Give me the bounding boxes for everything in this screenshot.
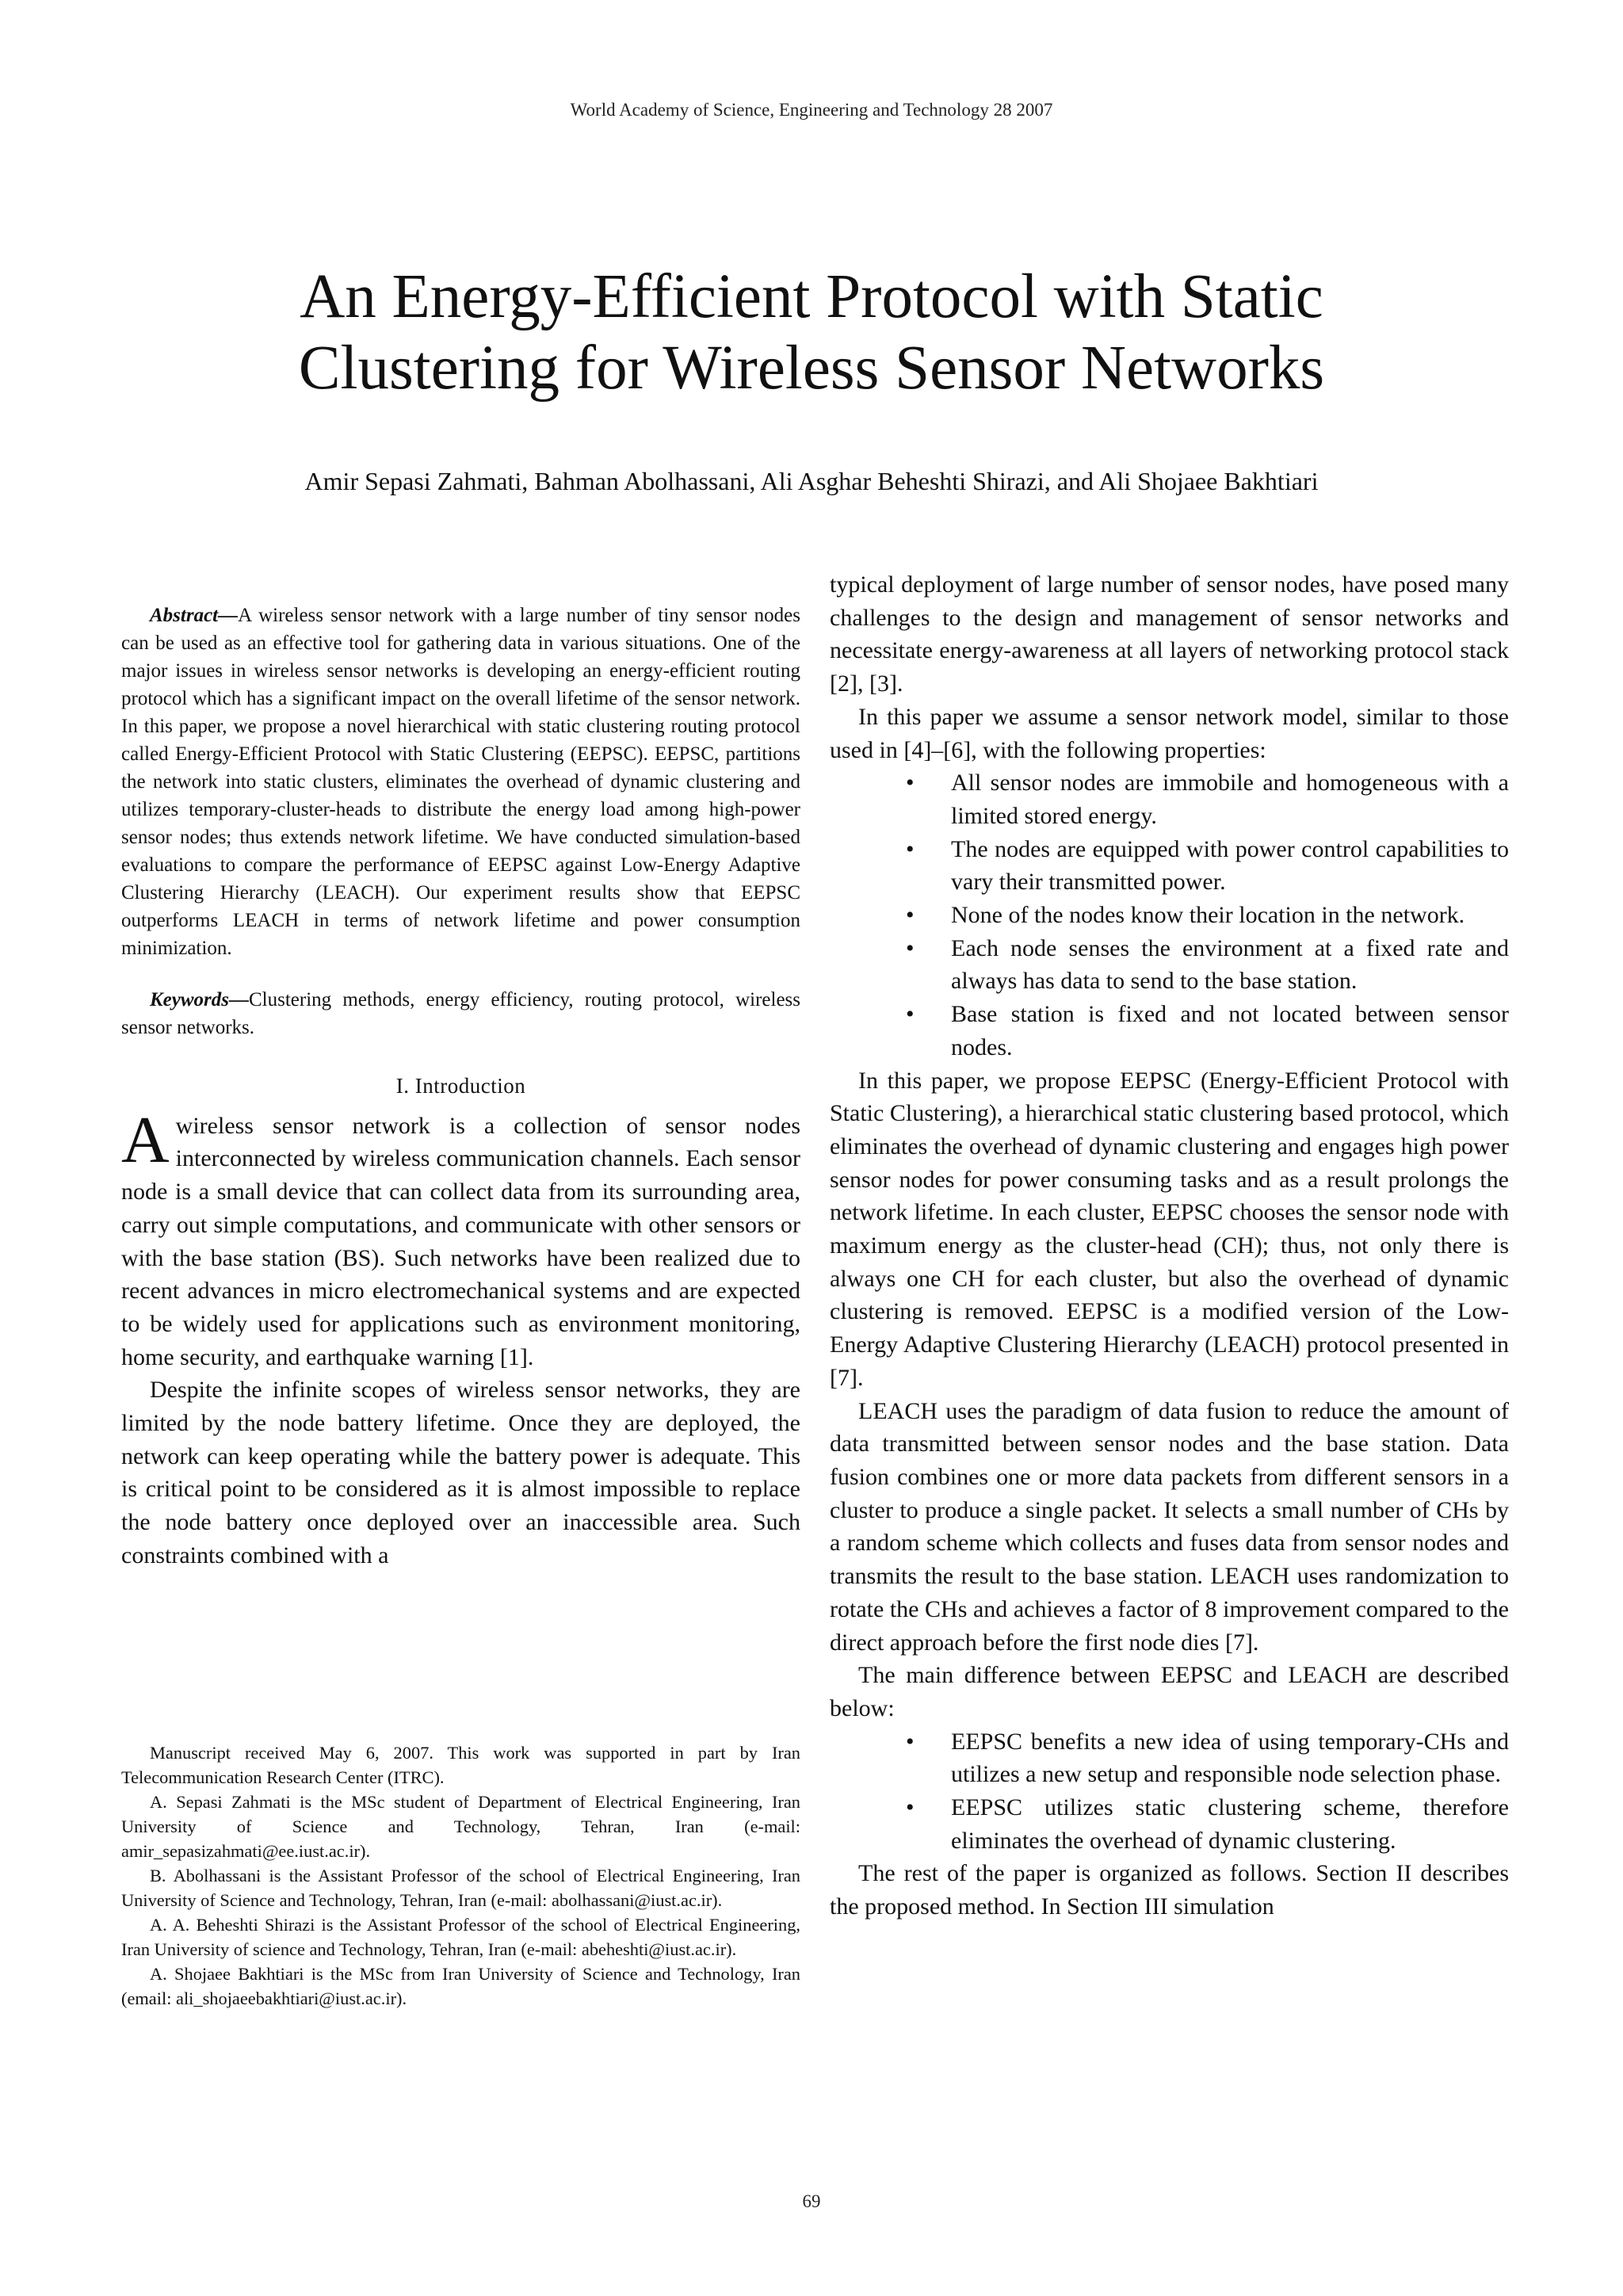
bullet-icon: • [906,1794,915,1821]
list-item: • None of the nodes know their location in the network. [951,899,1509,932]
list-item: • Base station is fixed and not located between sensor nodes. [951,998,1509,1064]
body-paragraph: The rest of the paper is organized as follows. Section II describes the proposed method. In Section III simulation [830,1860,1509,1920]
paper-title [0,262,1623,404]
bullet-icon: • [906,770,915,797]
list-item: • Each node senses the environment at a fixed rate and always has data to send to the base station. [951,932,1509,998]
abstract-label: Abstract— [150,605,239,626]
body-paragraph: typical deployment of large number of sensor nodes, have posed many challenges to the design and management of sensor networks and necessitate energy-awareness at all layers of networking protocol stack [2], [3]. [830,571,1509,697]
difference-list [830,1725,1509,1858]
title-line-1: An Energy-Efficient Protocol with Static [300,262,1323,331]
list-item: • All sensor nodes are immobile and homogeneous with a limited stored energy. [951,766,1509,832]
abstract-text: A wireless sensor network with a large number of tiny sensor nodes can be used as an effective tool for gathering data in various situations. One of the major issues in wireless sensor networks is developing an energy-efficient routing protocol which has a significant impact on the overall lifetime of the sensor network. In this paper, we propose a novel hierarchical with static clustering routing protocol called Energy-Efficient Protocol with Static Clustering (EEPSC). EEPSC, partitions the network into static clusters, eliminates the overhead of dynamic clustering and utilizes temporary-cluster-heads to distribute the energy load among high-power sensor nodes; thus extends network lifetime. We have conducted simulation-based evaluations to compare the performance of EEPSC against Low-Energy Adaptive Clustering Hierarchy (LEACH). Our experiment results show that EEPSC outperforms LEACH in terms of network lifetime and power consumption minimization. [121,605,800,959]
body-paragraph: In this paper we assume a sensor network model, similar to those used in [4]–[6], with the following properties: [830,703,1509,763]
keywords-text: Clustering methods, energy efficiency, routing protocol, wireless sensor networks. [121,989,800,1038]
drop-cap: A [121,1102,170,1177]
intro-paragraph-2: Despite the infinite scopes of wireless sensor networks, they are limited by the node battery lifetime. Once they are deployed, the network can keep operating while the battery power is adequate. This is critical point to be considered as it is almost impossible to replace the node battery once deployed over an inaccessible area. Such constraints combined with a [121,1377,800,1568]
author-list: Amir Sepasi Zahmati, Bahman Abolhassani, Ali Asghar Beheshti Shirazi, and Ali Shojaee Bakhtiari [304,467,1319,495]
running-head: World Academy of Science, Engineering and Technology 28 2007 [570,100,1053,120]
section-heading-introduction: I. Introduction [395,1074,526,1098]
footnote-item: A. Shojaee Bakhtiari is the MSc from Iran University of Science and Technology, Iran (email: ali_shojaeebakhtiari@iust.ac.ir). [121,1964,800,2008]
footnotes [121,1740,800,2011]
keywords [121,986,800,1041]
keywords-label: Keywords— [150,989,249,1010]
bullet-icon: • [906,1001,915,1028]
bullet-icon: • [906,1728,915,1755]
list-item: • EEPSC benefits a new idea of using temporary-CHs and utilizes a new setup and responsible node selection phase. [951,1725,1509,1791]
property-list [830,766,1509,1064]
list-item: • EEPSC utilizes static clustering scheme, therefore eliminates the overhead of dynamic clustering. [951,1791,1509,1857]
footnote-item: Manuscript received May 6, 2007. This work was supported in part by Iran Telecommunication Research Center (ITRC). [121,1743,800,1787]
list-item: • The nodes are equipped with power control capabilities to vary their transmitted power. [951,833,1509,899]
footnote-item: B. Abolhassani is the Assistant Professor of the school of Electrical Engineering, Iran University of Science and Technology, Tehran, Iran (e-mail: abolhassani@iust.ac.ir). [121,1866,800,1910]
bullet-icon: • [906,934,915,961]
abstract [121,602,800,962]
footnote-item: A. Sepasi Zahmati is the MSc student of Department of Electrical Engineering, Iran University of Science and Technology, Tehran, Iran (e-mail: amir_sepasizahmati@ee.iust.ac.ir). [121,1792,800,1861]
right-column [830,568,1509,1924]
left-column [121,564,800,1572]
page-number: 69 [802,2191,821,2211]
intro-paragraph-1-text: wireless sensor network is a collection of sensor nodes interconnected by wireless communication channels. Each sensor node is a small device that can collect data from its surrounding area, carry out simple computations, and communicate with other sensors or with the base station (BS). Such networks have been realized due to recent advances in micro electromechanical systems and are expected to be widely used for applications such as environment monitoring, home security, and earthquake warning [1]. [121,1112,800,1370]
bullet-icon: • [906,902,915,929]
body-paragraph: In this paper, we propose EEPSC (Energy-Efficient Protocol with Static Clustering), a hierarchical static clustering based protocol, which eliminates the overhead of dynamic clustering and engages high power sensor nodes for power consuming tasks and as a result prolongs the network lifetime. In each cluster, EEPSC chooses the sensor node with maximum energy as the cluster-head (CH); thus, not only there is always one CH for each cluster, but also the overhead of dynamic clustering is removed. EEPSC is a modified version of the Low-Energy Adaptive Clustering Hierarchy (LEACH) protocol presented in [7]. [830,1067,1509,1391]
body-paragraph: LEACH uses the paradigm of data fusion to reduce the amount of data transmitted between sensor nodes and the base station. Data fusion combines one or more data packets from different sensors in a cluster to produce a single packet. It selects a small number of CHs by a random scheme which collects and fuses data from sensor nodes and transmits the result to the base station. LEACH uses randomization to rotate the CHs and achieves a factor of 8 improvement compared to the direct approach before the first node dies [7]. [830,1397,1509,1656]
bullet-icon: • [906,835,915,862]
body-paragraph: The main difference between EEPSC and LEACH are described below: [830,1662,1509,1721]
intro-paragraph-1 [121,1102,800,1374]
footnote-item: A. A. Beheshti Shirazi is the Assistant Professor of the school of Electrical Engineering, Iran University of science and Technology, Tehran, Iran (e-mail: abeheshti@iust.ac.ir). [121,1915,800,1959]
title-line-2: Clustering for Wireless Sensor Networks [298,334,1325,403]
